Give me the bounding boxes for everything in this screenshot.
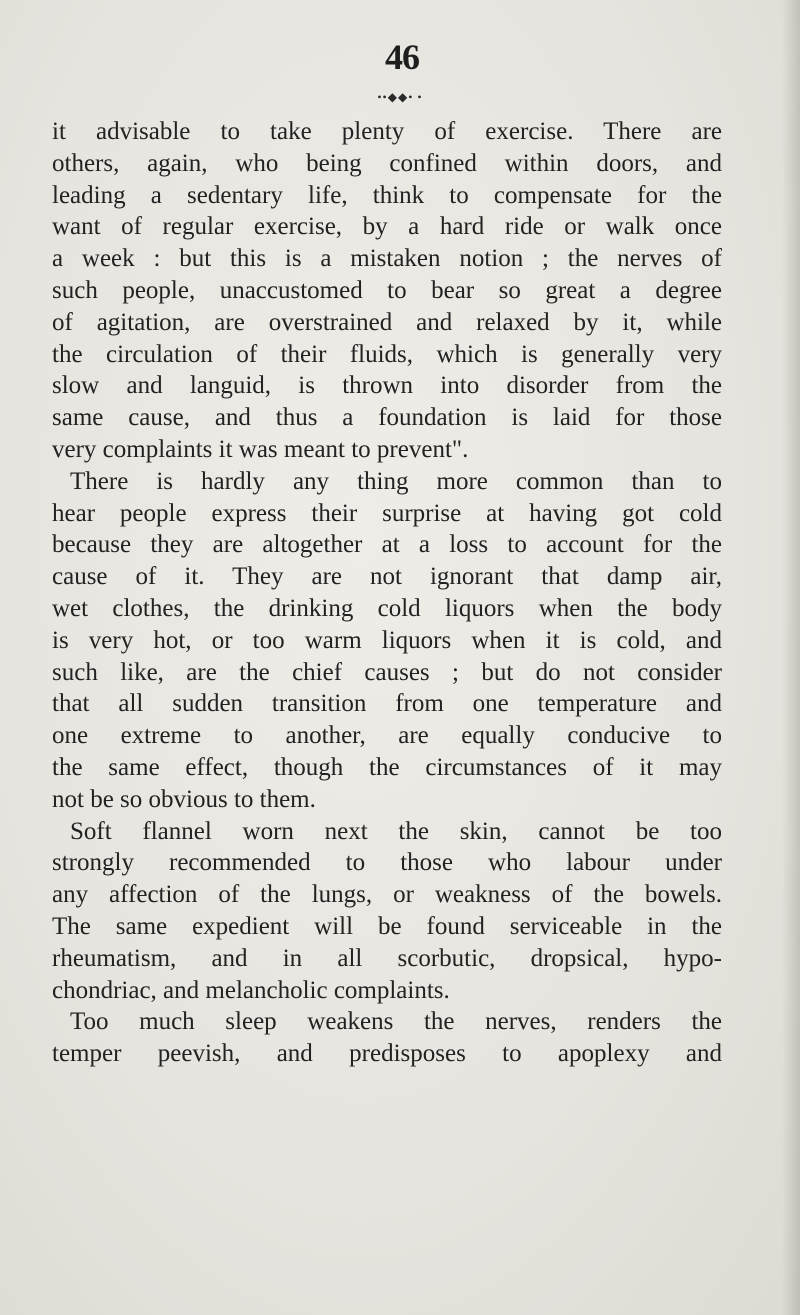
text-line: The same expedient will be found serviceable in the bbox=[52, 912, 722, 940]
text-line: that all sudden transition from one temperature and bbox=[52, 690, 722, 718]
paragraph bbox=[52, 466, 722, 816]
text-line: because they are altogether at a loss to account for the bbox=[52, 531, 722, 559]
text-line: of agitation, are overstrained and relaxed by it, while bbox=[52, 308, 722, 336]
text-line: such people, unaccustomed to bear so great a degree bbox=[52, 276, 722, 304]
text-line: others, again, who being confined within doors, and bbox=[52, 149, 722, 177]
text-line: any affection of the lungs, or weakness of the bowels. bbox=[52, 881, 722, 909]
text-line: same cause, and thus a foundation is laid for those bbox=[52, 404, 722, 432]
text-line: is very hot, or too warm liquors when it is cold, and bbox=[52, 626, 722, 654]
header-ornament: ••◆◆• • bbox=[377, 90, 423, 104]
body-text bbox=[52, 116, 722, 1070]
text-line: hear people express their surprise at having got cold bbox=[52, 499, 722, 527]
text-line: such like, are the chief causes ; but do not consider bbox=[52, 658, 722, 686]
paragraph bbox=[52, 116, 722, 466]
text-line: wet clothes, the drinking cold liquors when the body bbox=[52, 594, 722, 622]
text-line: it advisable to take plenty of exercise. There are bbox=[52, 118, 722, 145]
text-line: not be so obvious to them. bbox=[52, 785, 316, 813]
text-line: leading a sedentary life, think to compensate for the bbox=[52, 181, 722, 209]
text-line: a week : but this is a mistaken notion ; the nerves of bbox=[52, 245, 722, 273]
page-edge-shadow bbox=[782, 0, 800, 1315]
text-line: chondriac, and melancholic complaints. bbox=[52, 976, 450, 1004]
paragraph bbox=[52, 816, 722, 1007]
text-line: temper peevish, and predisposes to apoplexy and bbox=[52, 1040, 722, 1068]
text-line: slow and languid, is thrown into disorder from the bbox=[52, 372, 722, 400]
text-line: cause of it. They are not ignorant that damp air, bbox=[52, 563, 722, 591]
text-line: very complaints it was meant to prevent". bbox=[52, 435, 469, 463]
text-line: Too much sleep weakens the nerves, renders the bbox=[70, 1008, 722, 1036]
text-line: the same effect, though the circumstances of it may bbox=[52, 753, 722, 781]
text-line: rheumatism, and in all scorbutic, dropsical, hypo- bbox=[52, 944, 722, 972]
text-line: the circulation of their fluids, which is generally very bbox=[52, 340, 722, 368]
text-line: one extreme to another, are equally conducive to bbox=[52, 722, 722, 750]
text-line: strongly recommended to those who labour under bbox=[52, 849, 722, 877]
page-number: 46 bbox=[385, 37, 419, 77]
paragraph bbox=[52, 1006, 722, 1070]
text-line: Soft flannel worn next the skin, cannot be too bbox=[70, 817, 722, 845]
text-line: There is hardly any thing more common than to bbox=[70, 467, 722, 495]
text-line: want of regular exercise, by a hard ride or walk once bbox=[52, 213, 722, 241]
